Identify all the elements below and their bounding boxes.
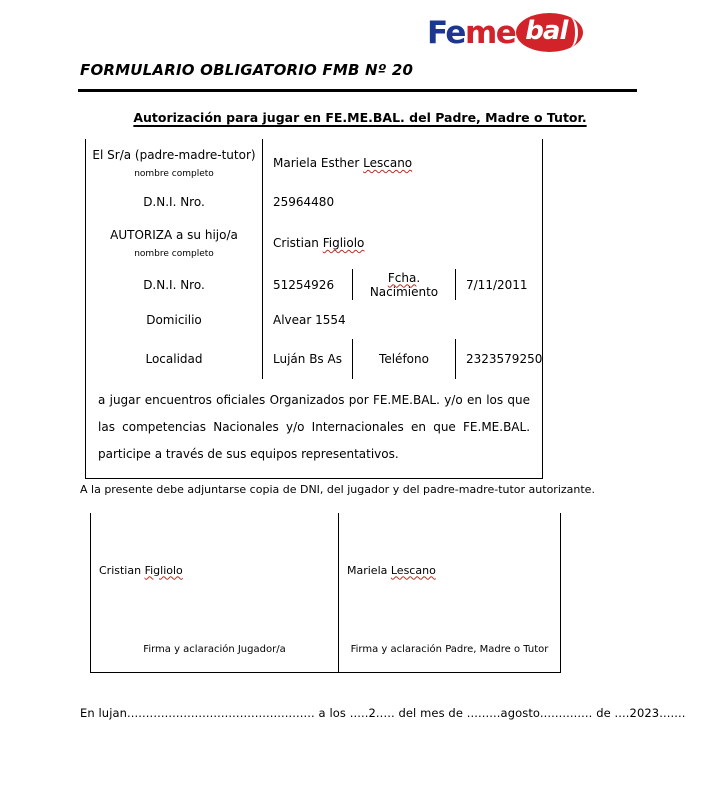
- field-label: El Sr/a (padre-madre-tutor): [92, 147, 256, 162]
- place-and-date-line: En lujan.................................................. a los .....2..... del mes de .........agosto.............. de ....2023.......: [80, 706, 686, 720]
- player-name-label-cell: [86, 217, 263, 269]
- table-row-player-name: [86, 217, 543, 269]
- field-value: Cristian: [273, 236, 323, 250]
- misspelled-word: Lescano: [390, 563, 436, 577]
- phone-label-cell: Teléfono: [353, 339, 456, 379]
- table-row-player-dni-birthdate: [86, 269, 543, 300]
- birthdate-value-cell: 7/11/2011: [456, 269, 543, 300]
- table-row-tutor-dni: [86, 187, 543, 217]
- field-label: Domicilio: [146, 312, 202, 327]
- phone-value-cell: 2323579250: [456, 339, 543, 379]
- header-divider-rule: [78, 89, 637, 92]
- player-signature-cell: [91, 513, 339, 627]
- address-label-cell: [86, 300, 263, 339]
- authorization-paragraph: a jugar encuentros oficiales Organizados por FE.ME.BAL. y/o en los que las competencias Nacionales y/o Internacionales en que FE.ME.BAL. participe a través de sus equipos representativos.: [86, 379, 543, 479]
- table-row-city-phone: [86, 339, 543, 379]
- player-signature-name: Cristian: [99, 563, 145, 577]
- misspelled-word: Figliolo: [144, 563, 183, 577]
- birthdate-label-cell: [353, 269, 456, 300]
- player-dni-label-cell: [86, 269, 263, 300]
- field-label: . Nacimiento: [369, 270, 439, 299]
- logo-text-fe: Fe: [427, 14, 465, 51]
- player-dni-value-cell: 51254926: [263, 269, 353, 300]
- tutor-name-value-cell: [263, 139, 543, 187]
- signatures-table: [90, 513, 561, 673]
- tutor-dni-value-cell: 25964480: [263, 187, 543, 217]
- signature-captions-row: [91, 627, 561, 672]
- city-value-cell: Luján Bs As: [263, 339, 353, 379]
- authorization-form-table: [85, 139, 543, 479]
- tutor-name-label-cell: [86, 139, 263, 187]
- misspelled-word: Lescano: [363, 156, 413, 170]
- field-label: AUTORIZA a su hijo/a: [110, 227, 238, 242]
- field-sublabel: nombre completo: [134, 248, 214, 259]
- field-label: D.N.I. Nro.: [143, 277, 205, 292]
- signature-names-row: [91, 513, 561, 627]
- field-label: Localidad: [145, 352, 203, 366]
- tutor-dni-label-cell: [86, 187, 263, 217]
- field-label: D.N.I. Nro.: [143, 195, 205, 209]
- misspelled-word: Figliolo: [322, 236, 365, 250]
- authorization-title: Autorización para jugar en FE.ME.BAL. del Padre, Madre o Tutor.: [133, 110, 587, 125]
- field-value: Mariela Esther: [273, 156, 364, 170]
- city-label-cell: [86, 339, 263, 379]
- table-row-address: [86, 300, 543, 339]
- form-number-title: FORMULARIO OBLIGATORIO FMB Nº 20: [80, 61, 414, 79]
- tutor-signature-name: Mariela: [347, 563, 391, 577]
- tutor-signature-caption: Firma y aclaración Padre, Madre o Tutor: [339, 627, 561, 672]
- authorization-title-wrap: [0, 107, 720, 126]
- misspelled-word: Fcha: [387, 270, 417, 285]
- attachment-note: A la presente debe adjuntarse copia de DNI, del jugador y del padre-madre-tutor autorizante.: [80, 483, 595, 496]
- address-value-cell: Alvear 1554: [263, 300, 543, 339]
- femebal-logo: [427, 13, 583, 52]
- logo-text-me: me: [464, 14, 516, 51]
- field-sublabel: nombre completo: [134, 168, 214, 179]
- table-row-authorization-paragraph: [86, 379, 543, 479]
- player-name-value-cell: [263, 217, 543, 269]
- logo-oval-bal: bal: [516, 13, 583, 52]
- tutor-signature-cell: [339, 513, 561, 627]
- player-signature-caption: Firma y aclaración Jugador/a: [91, 627, 339, 672]
- table-row-tutor-name: [86, 139, 543, 187]
